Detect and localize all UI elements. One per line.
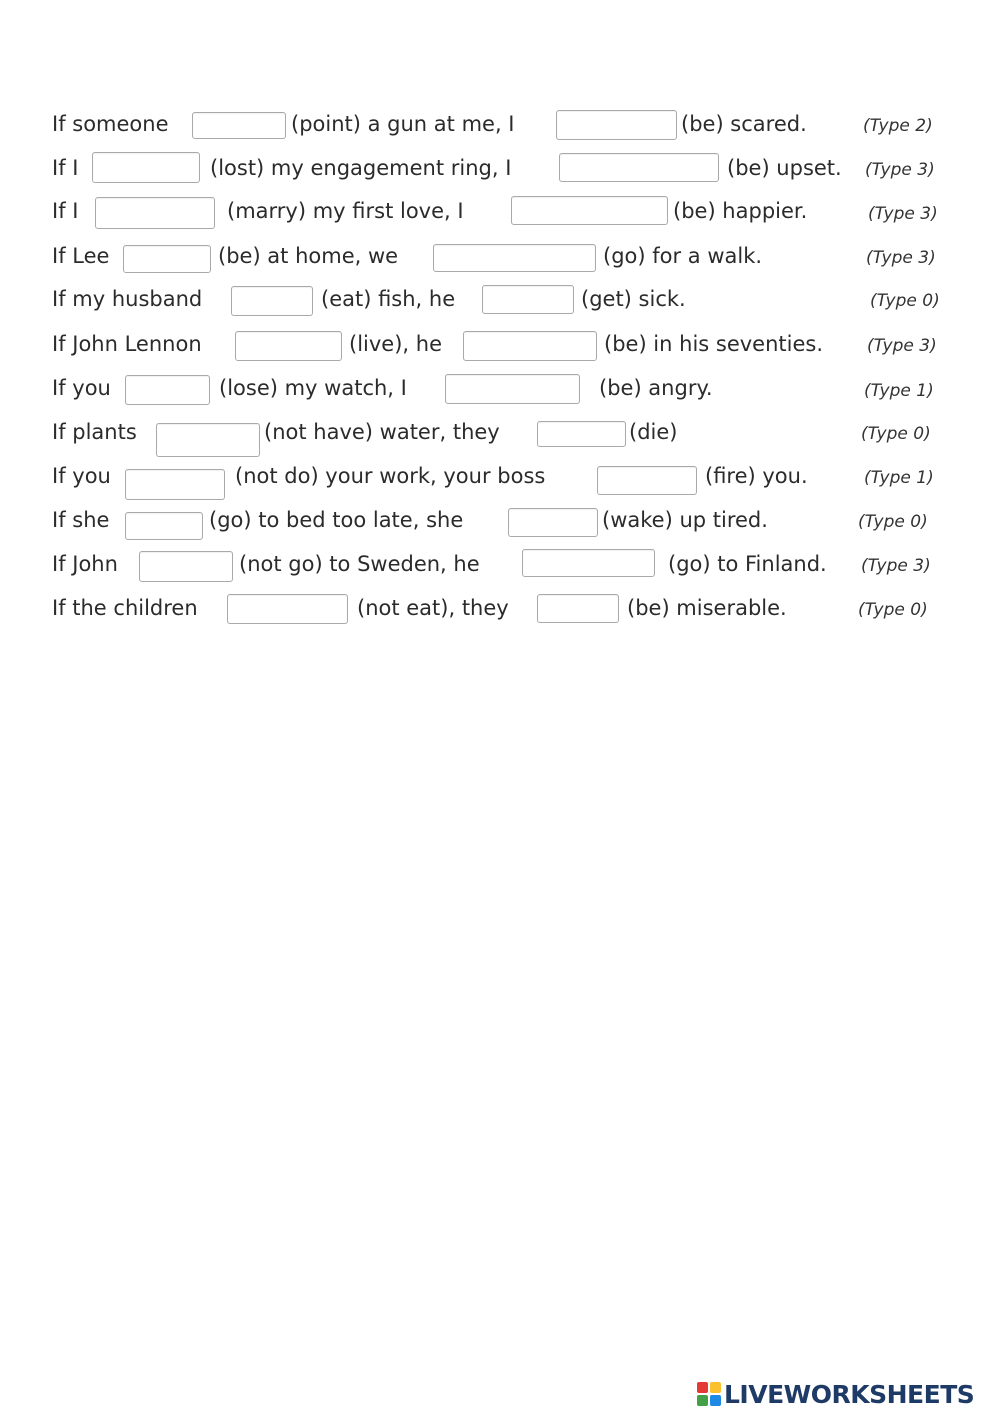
- answer-input-11a[interactable]: [139, 551, 233, 582]
- type-label: (Type 3): [861, 556, 931, 576]
- sentence-text: (point) a gun at me, I: [291, 112, 515, 136]
- answer-input-10b[interactable]: [508, 508, 598, 537]
- type-label: (Type 3): [865, 160, 935, 180]
- answer-input-5b[interactable]: [482, 285, 574, 314]
- type-label: (Type 1): [864, 468, 934, 488]
- sentence-text: If I: [52, 199, 79, 223]
- answer-input-9b[interactable]: [597, 466, 697, 495]
- sentence-text: If someone: [52, 112, 169, 136]
- sentence-text: (be) scared.: [681, 112, 807, 136]
- answer-input-8a[interactable]: [156, 423, 260, 457]
- sentence-text: (go) to bed too late, she: [209, 508, 464, 532]
- answer-input-8b[interactable]: [537, 421, 626, 447]
- answer-input-4b[interactable]: [433, 244, 596, 272]
- sentence-text: (not do) your work, your boss: [235, 464, 546, 488]
- sentence-text: (be) upset.: [727, 156, 842, 180]
- sentence-text: (be) angry.: [599, 376, 713, 400]
- liveworksheets-logo-icon: [697, 1382, 721, 1406]
- sentence-text: (lost) my engagement ring, I: [210, 156, 512, 180]
- logo-square-blue: [710, 1395, 721, 1406]
- answer-input-10a[interactable]: [125, 512, 203, 540]
- answer-input-3a[interactable]: [95, 197, 215, 229]
- type-label: (Type 1): [864, 381, 934, 401]
- sentence-text: If my husband: [52, 287, 203, 311]
- sentence-text: (not go) to Sweden, he: [239, 552, 480, 576]
- sentence-text: (be) happier.: [673, 199, 808, 223]
- answer-input-12b[interactable]: [537, 594, 619, 623]
- answer-input-7a[interactable]: [125, 375, 210, 405]
- sentence-text: (go) for a walk.: [603, 244, 763, 268]
- answer-input-1b[interactable]: [556, 110, 677, 140]
- answer-input-9a[interactable]: [125, 469, 225, 500]
- type-label: (Type 2): [863, 116, 933, 136]
- sentence-text: If I: [52, 156, 79, 180]
- type-label: (Type 3): [867, 336, 937, 356]
- answer-input-11b[interactable]: [522, 549, 655, 577]
- sentence-text: (go) to Finland.: [668, 552, 827, 576]
- sentence-text: If you: [52, 464, 111, 488]
- answer-input-1a[interactable]: [192, 112, 286, 139]
- liveworksheets-logo: [697, 1378, 974, 1410]
- answer-input-5a[interactable]: [231, 286, 313, 316]
- type-label: (Type 0): [861, 424, 931, 444]
- answer-input-2a[interactable]: [92, 152, 200, 183]
- sentence-text: (live), he: [349, 332, 442, 356]
- type-label: (Type 3): [868, 204, 938, 224]
- type-label: (Type 0): [858, 512, 928, 532]
- logo-square-yellow: [710, 1382, 721, 1393]
- answer-input-6a[interactable]: [235, 331, 342, 361]
- sentence-text: If plants: [52, 420, 137, 444]
- sentence-text: (marry) my first love, I: [227, 199, 464, 223]
- sentence-text: (get) sick.: [581, 287, 686, 311]
- sentence-text: (wake) up tired.: [602, 508, 768, 532]
- sentence-text: (be) at home, we: [218, 244, 399, 268]
- sentence-text: If John: [52, 552, 118, 576]
- type-label: (Type 3): [866, 248, 936, 268]
- sentence-text: (die): [629, 420, 678, 444]
- answer-input-12a[interactable]: [227, 594, 348, 624]
- logo-square-green: [697, 1395, 708, 1406]
- sentence-text: (not have) water, they: [264, 420, 500, 444]
- sentence-text: If the children: [52, 596, 198, 620]
- sentence-text: (fire) you.: [705, 464, 808, 488]
- sentence-text: (lose) my watch, I: [219, 376, 407, 400]
- sentence-text: If you: [52, 376, 111, 400]
- brand-name: LIVEWORKSHEETS: [724, 1379, 975, 1409]
- type-label: (Type 0): [870, 291, 940, 311]
- sentence-text: If she: [52, 508, 110, 532]
- answer-input-7b[interactable]: [445, 374, 580, 404]
- type-label: (Type 0): [858, 600, 928, 620]
- logo-square-red: [697, 1382, 708, 1393]
- answer-input-6b[interactable]: [463, 331, 597, 361]
- answer-input-2b[interactable]: [559, 153, 719, 182]
- sentence-text: (be) miserable.: [627, 596, 787, 620]
- sentence-text: (be) in his seventies.: [604, 332, 824, 356]
- answer-input-3b[interactable]: [511, 196, 668, 225]
- sentence-text: (not eat), they: [357, 596, 509, 620]
- sentence-text: (eat) fish, he: [321, 287, 456, 311]
- sentence-text: If John Lennon: [52, 332, 202, 356]
- sentence-text: If Lee: [52, 244, 110, 268]
- answer-input-4a[interactable]: [123, 245, 211, 273]
